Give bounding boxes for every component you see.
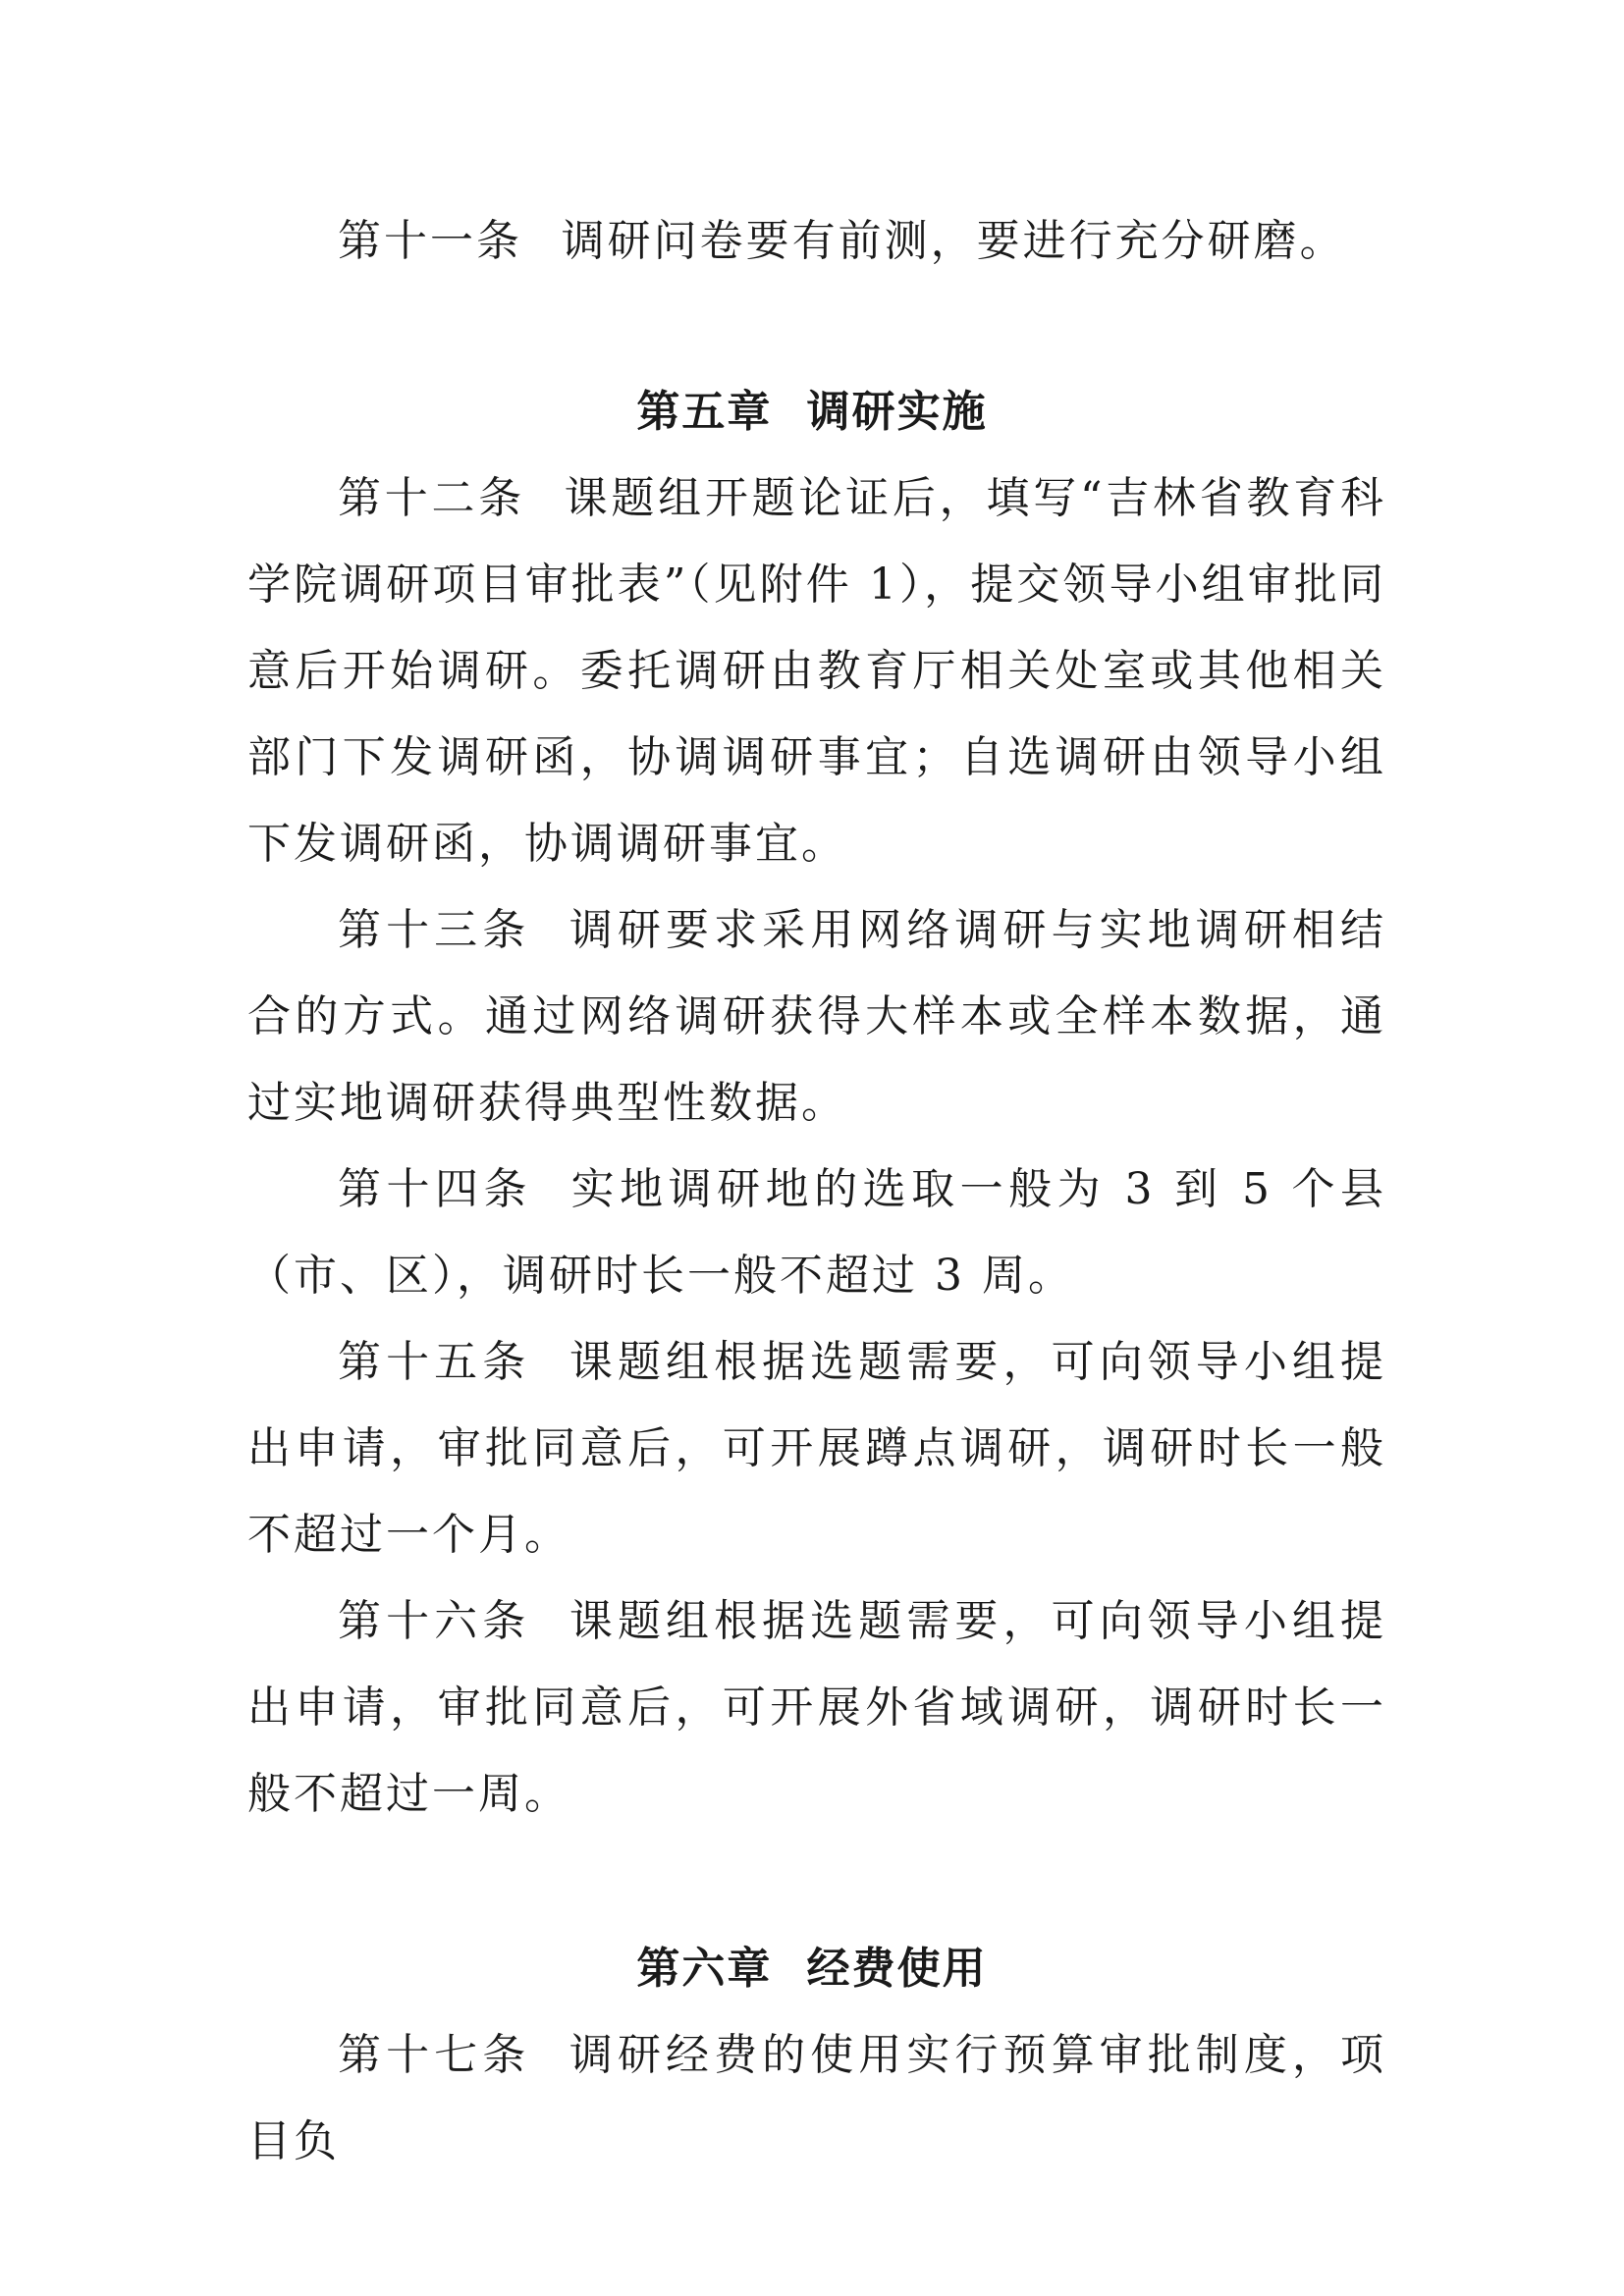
chapter-5-heading <box>0 369 1624 455</box>
article-number: 第十六条 <box>338 1596 531 1646</box>
chapter-6-heading <box>0 1926 1624 2012</box>
article-12 <box>247 455 1386 887</box>
article-number: 第十一条 <box>338 216 522 266</box>
article-11 <box>247 198 1386 285</box>
chapter-number: 第六章 <box>636 1944 773 1994</box>
article-13 <box>247 887 1386 1147</box>
article-text: 实地调研地的选取一般为 3 到 5 个县（市、区），调研时长一般不超过 3 周。 <box>247 1164 1387 1301</box>
chapter-title: 经费使用 <box>806 1944 988 1994</box>
article-16 <box>247 1578 1386 1838</box>
chapter-title: 调研实施 <box>806 387 988 437</box>
article-number: 第十四条 <box>338 1164 532 1214</box>
chapter-number: 第五章 <box>636 387 773 437</box>
article-number: 第十二条 <box>338 473 526 523</box>
article-text: 课题组根据选题需要，可向领导小组提出申请，审批同意后，可开展蹲点调研，调研时长一般不超过一个月。 <box>247 1337 1386 1560</box>
article-14 <box>247 1147 1386 1319</box>
article-text: 课题组根据选题需要，可向领导小组提出申请，审批同意后，可开展外省域调研，调研时长一般不超过一周。 <box>247 1596 1386 1819</box>
article-number: 第十七条 <box>338 2030 531 2080</box>
article-17 <box>247 2012 1386 2185</box>
article-number: 第十三条 <box>338 905 531 955</box>
article-text: 调研问卷要有前测，要进行充分研磨。 <box>561 216 1346 266</box>
article-text: 调研要求采用网络调研与实地调研相结合的方式。通过网络调研获得大样本或全样本数据，通过实地调研获得典型性数据。 <box>247 905 1386 1128</box>
article-text: 课题组开题论证后，填写“吉林省教育科学院调研项目审批表”（见附件 1），提交领导小组审批同意后开始调研。委托调研由教育厅相关处室或其他相关部门下发调研函，协调调研事宜；自选调研由领导小组下发调研函，协调调研事宜。 <box>247 473 1386 869</box>
article-number: 第十五条 <box>338 1337 531 1387</box>
article-15 <box>247 1319 1386 1578</box>
article-text: 调研经费的使用实行预算审批制度，项目负 <box>247 2030 1386 2166</box>
